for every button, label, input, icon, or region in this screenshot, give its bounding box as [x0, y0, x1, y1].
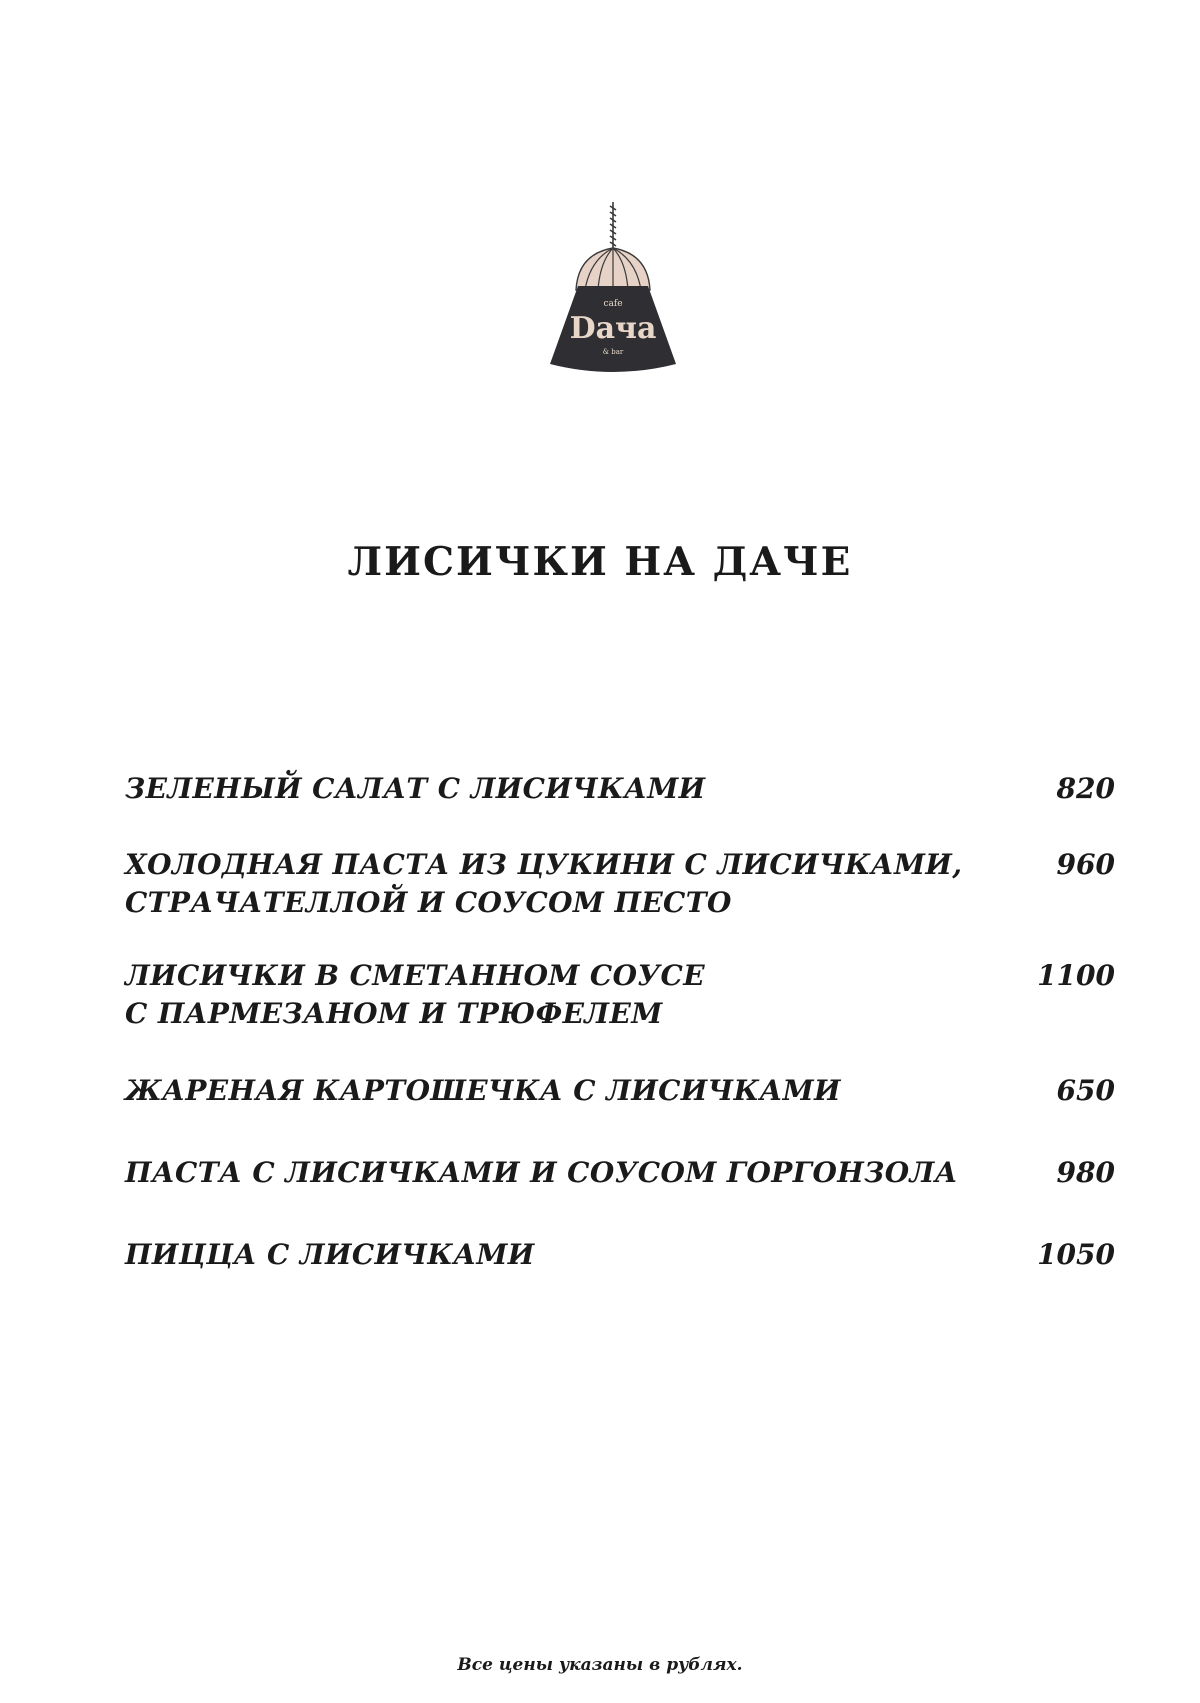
menu-item-name: ПАСТА С ЛИСИЧКАМИ И СОУСОМ ГОРГОНЗОЛА: [125, 1156, 958, 1189]
menu-list: [125, 0, 1115, 1703]
menu-item-name: ЗЕЛЕНЫЙ САЛАТ С ЛИСИЧКАМИ: [125, 772, 706, 805]
menu-item-price: 980: [1056, 1156, 1115, 1189]
price-note: Все цены указаны в рублях.: [457, 1655, 743, 1675]
menu-item-price: 820: [1056, 772, 1115, 805]
menu-item-price: 1050: [1037, 1238, 1115, 1271]
logo-top-text: cafe: [603, 299, 623, 309]
menu-item-name: ПИЦЦА С ЛИСИЧКАМИ: [125, 1238, 535, 1271]
logo-word: Dача: [569, 311, 657, 346]
menu-item-name: ХОЛОДНАЯ ПАСТА ИЗ ЦУКИНИ С ЛИСИЧКАМИ, СТРАЧАТЕЛЛОЙ И СОУСОМ ПЕСТО: [125, 848, 963, 919]
menu-item-price: 650: [1056, 1074, 1115, 1107]
menu-item-name: ЛИСИЧКИ В СМЕТАННОМ СОУСЕ С ПАРМЕЗАНОМ И ТРЮФЕЛЕМ: [125, 959, 705, 1030]
menu-item-name: ЖАРЕНАЯ КАРТОШЕЧКА С ЛИСИЧКАМИ: [125, 1074, 841, 1107]
logo-bottom-text: & bar: [602, 348, 624, 356]
menu-item-price: 1100: [1037, 959, 1115, 992]
page-title: ЛИСИЧКИ НА ДАЧЕ: [347, 539, 853, 585]
menu-item-price: 960: [1056, 848, 1115, 881]
